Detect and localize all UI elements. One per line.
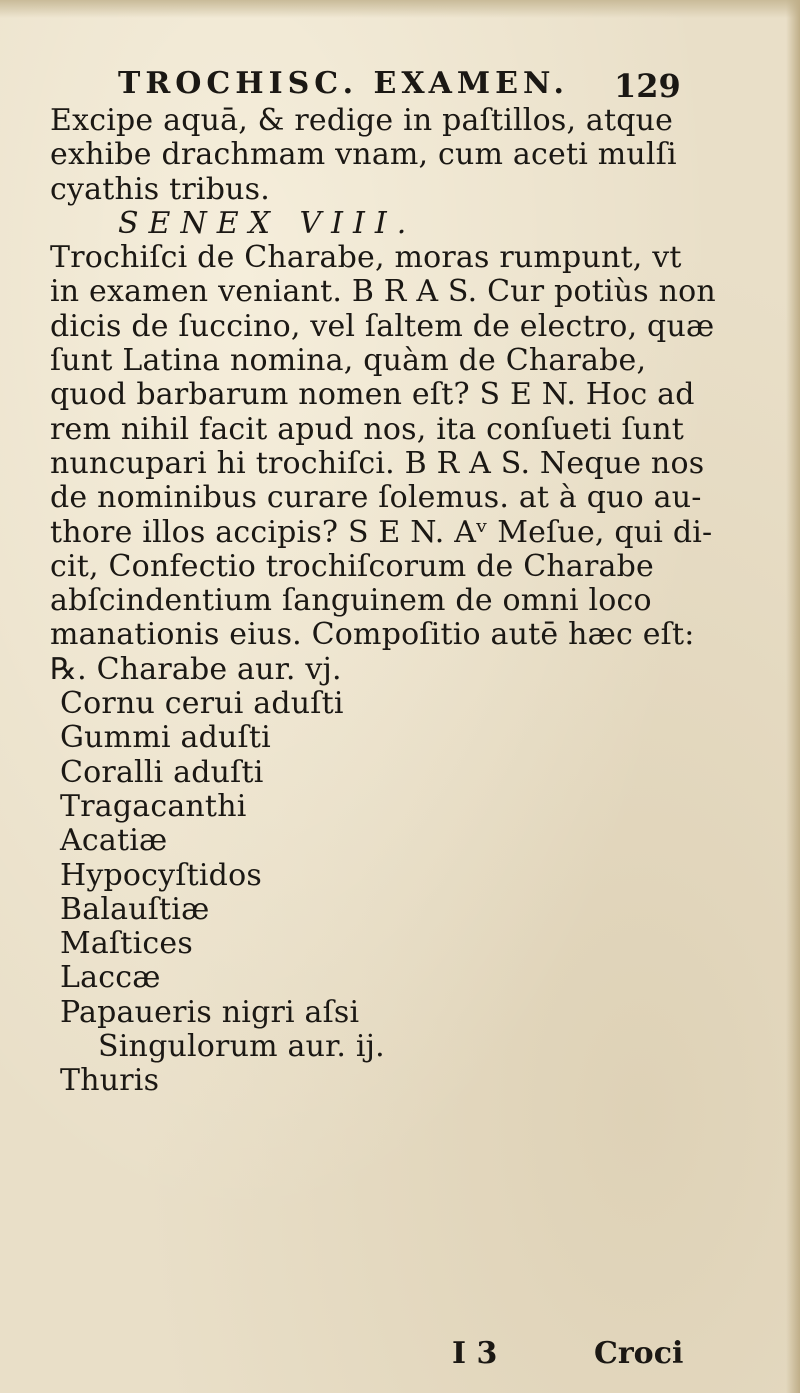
text-line: in examen veniant. B R A S. Cur potiùs non [50, 274, 716, 310]
text-line: de nominibus curare ſolemus. at à quo au- [50, 480, 702, 516]
running-head: TROCHISC. EXAMEN. [118, 66, 569, 101]
text-line: ſunt Latina nomina, quàm de Charabe, [50, 343, 647, 379]
section-heading: SENEX VIII. [118, 205, 417, 241]
text-line: manationis eius. Compoſitio autē hæc eſt: [50, 617, 695, 653]
page-edge-shadow [786, 0, 800, 1393]
ingredient-line: Cornu cerui aduſti [60, 686, 344, 722]
ingredient-line: Laccæ [60, 960, 161, 996]
text-line: quod barbarum nomen eſt? S E N. Hoc ad [50, 377, 695, 413]
ingredient-line: Coralli aduſti [60, 754, 264, 790]
ingredient-line: Thuris [60, 1063, 160, 1099]
text-line: cit, Confectio trochiſcorum de Charabe [50, 548, 654, 584]
text-line: exhibe drachmam vnam, cum aceti mulſi [50, 137, 677, 173]
body-text [50, 104, 780, 1099]
text-line: nuncupari hi trochiſci. B R A S. Neque nos [50, 445, 705, 481]
ingredient-line: Hypocyſtidos [60, 857, 262, 893]
ingredient-line: Acatiæ [60, 823, 168, 859]
text-line: Excipe aquā, & redige in paſtillos, atque [50, 103, 674, 138]
recipe-line: ℞. Charabe aur. vj. [50, 651, 342, 687]
page-number: 129 [614, 67, 681, 105]
text-line: abſcindentium ſanguinem de omni loco [50, 583, 652, 619]
text-line: rem nihil facit apud nos, ita conſueti ſunt [50, 411, 685, 447]
signature-mark: I 3 [452, 1336, 498, 1371]
page-top-shadow [0, 0, 800, 18]
text-line: cyathis tribus. [50, 171, 270, 207]
ingredient-line: Papaueris nigri aſsi [60, 994, 360, 1030]
text-line: thore illos accipis? S E N. Aᵛ Meſue, qui di- [50, 514, 713, 550]
page-footer [0, 1336, 800, 1376]
ingredient-line: Maſtices [60, 926, 193, 962]
text-line: dicis de ſuccino, vel ſaltem de electro, quæ [50, 308, 715, 344]
ingredient-line: Tragacanthi [60, 788, 247, 824]
ingredient-line: Balauſtiæ [60, 891, 210, 927]
catchword: Croci [594, 1336, 684, 1371]
quantity-line: Singulorum aur. ij. [98, 1029, 385, 1065]
text-line: Trochiſci de Charabe, moras rumpunt, vt [50, 240, 682, 276]
ingredient-line: Gummi aduſti [60, 720, 271, 756]
